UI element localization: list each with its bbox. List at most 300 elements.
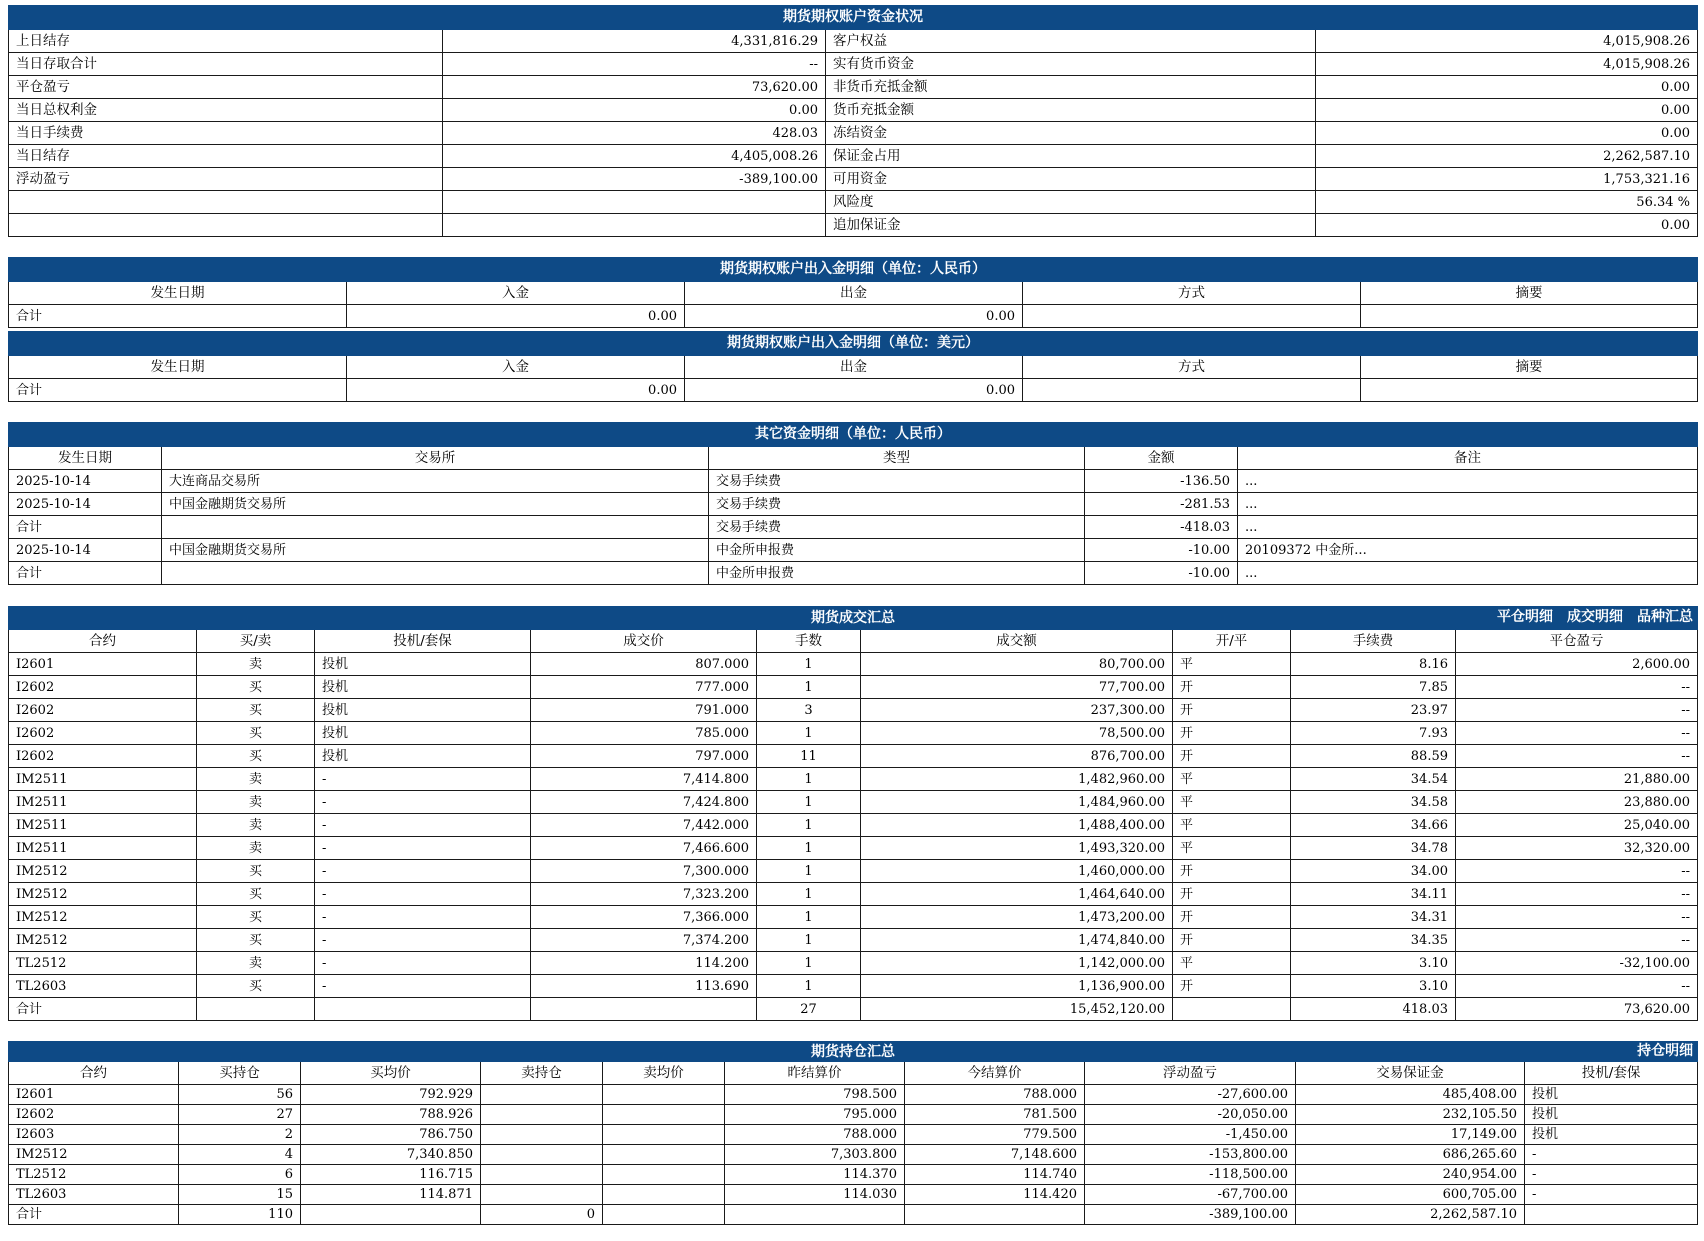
table-cell: 合计 — [9, 516, 162, 539]
account-row — [9, 145, 1698, 168]
table-cell: -- — [1456, 722, 1698, 745]
position-summary-title: 期货持仓汇总 — [811, 1043, 896, 1060]
column-header: 摘要 — [1361, 356, 1698, 379]
table-cell: 791.000 — [531, 699, 757, 722]
table-cell — [443, 191, 826, 214]
table-cell: 2,262,587.10 — [1296, 1205, 1525, 1225]
table-cell: -- — [1456, 860, 1698, 883]
table-cell: 25,040.00 — [1456, 814, 1698, 837]
table-cell: 投机 — [1525, 1085, 1698, 1105]
table-cell: -20,050.00 — [1085, 1105, 1296, 1125]
cny-flow-header-row — [9, 282, 1698, 305]
table-cell: 货币充抵金额 — [826, 99, 1316, 122]
table-cell: 7,148.600 — [905, 1145, 1085, 1165]
table-cell: IM2512 — [9, 860, 197, 883]
table-cell: 投机 — [315, 745, 531, 768]
table-cell — [603, 1125, 725, 1145]
table-cell — [1361, 305, 1698, 328]
table-cell: 3.10 — [1291, 975, 1456, 998]
table-cell: 15 — [179, 1185, 301, 1205]
table-cell — [9, 191, 443, 214]
column-header: 成交价 — [531, 630, 757, 653]
column-header: 卖均价 — [603, 1062, 725, 1085]
table-cell: 2,262,587.10 — [1316, 145, 1698, 168]
table-cell — [603, 1165, 725, 1185]
table-cell: 中金所申报费 — [709, 539, 1085, 562]
table-cell: 428.03 — [443, 122, 826, 145]
table-cell: 7,366.000 — [531, 906, 757, 929]
position-summary-section — [8, 1041, 1697, 1225]
table-cell: 交易手续费 — [709, 516, 1085, 539]
table-cell — [197, 998, 315, 1021]
table-cell: 78,500.00 — [861, 722, 1173, 745]
section-link[interactable]: 平仓明细 — [1497, 609, 1553, 625]
table-cell — [162, 562, 709, 585]
column-header: 昨结算价 — [725, 1062, 905, 1085]
table-cell: -10.00 — [1085, 539, 1238, 562]
table-cell: IM2512 — [9, 883, 197, 906]
table-cell: 大连商品交易所 — [162, 470, 709, 493]
table-cell: 1,488,400.00 — [861, 814, 1173, 837]
table-cell: I2603 — [9, 1125, 179, 1145]
table-cell: 80,700.00 — [861, 653, 1173, 676]
section-link[interactable]: 品种汇总 — [1637, 609, 1693, 625]
table-cell: 可用资金 — [826, 168, 1316, 191]
table-cell: 1,474,840.00 — [861, 929, 1173, 952]
cny-flow-title: 期货期权账户出入金明细（单位：人民币） — [9, 258, 1698, 282]
table-cell: -1,450.00 — [1085, 1125, 1296, 1145]
position-row — [9, 1125, 1698, 1145]
table-cell: 1,753,321.16 — [1316, 168, 1698, 191]
table-cell: 1,482,960.00 — [861, 768, 1173, 791]
table-cell: 当日存取合计 — [9, 53, 443, 76]
table-cell: 240,954.00 — [1296, 1165, 1525, 1185]
table-cell: 114.370 — [725, 1165, 905, 1185]
table-cell: -- — [1456, 699, 1698, 722]
table-cell: -418.03 — [1085, 516, 1238, 539]
column-header: 合约 — [9, 1062, 179, 1085]
table-cell: 27 — [179, 1105, 301, 1125]
column-header: 金额 — [1085, 447, 1238, 470]
table-cell: 237,300.00 — [861, 699, 1173, 722]
table-cell: 0.00 — [1316, 214, 1698, 237]
table-cell: I2602 — [9, 676, 197, 699]
table-cell: 114.420 — [905, 1185, 1085, 1205]
column-header: 买/卖 — [197, 630, 315, 653]
table-cell — [1023, 305, 1361, 328]
column-header: 今结算价 — [905, 1062, 1085, 1085]
section-link[interactable]: 成交明细 — [1567, 609, 1623, 625]
table-cell: ... — [1238, 516, 1698, 539]
table-cell: 34.31 — [1291, 906, 1456, 929]
column-header: 发生日期 — [9, 356, 347, 379]
table-cell: 买 — [197, 699, 315, 722]
column-header: 手续费 — [1291, 630, 1456, 653]
table-cell: - — [315, 906, 531, 929]
table-cell: 1 — [757, 676, 861, 699]
table-cell: 平 — [1173, 837, 1291, 860]
table-cell: 交易手续费 — [709, 470, 1085, 493]
table-cell: 0.00 — [1316, 99, 1698, 122]
table-cell: - — [315, 952, 531, 975]
account-row — [9, 76, 1698, 99]
table-cell: IM2511 — [9, 837, 197, 860]
table-cell: 平 — [1173, 768, 1291, 791]
table-cell: 1 — [757, 837, 861, 860]
cny-flow-table — [8, 257, 1698, 328]
table-cell: 1,136,900.00 — [861, 975, 1173, 998]
table-cell: 786.750 — [301, 1125, 481, 1145]
table-cell: 34.78 — [1291, 837, 1456, 860]
column-header: 类型 — [709, 447, 1085, 470]
table-cell: 8.16 — [1291, 653, 1456, 676]
column-header: 开/平 — [1173, 630, 1291, 653]
table-cell: 785.000 — [531, 722, 757, 745]
table-cell: 7,414.800 — [531, 768, 757, 791]
table-cell: 686,265.60 — [1296, 1145, 1525, 1165]
trade-row — [9, 814, 1698, 837]
position-row — [9, 1145, 1698, 1165]
table-cell: 合计 — [9, 562, 162, 585]
trade-row — [9, 883, 1698, 906]
table-cell: 876,700.00 — [861, 745, 1173, 768]
trade-summary-title: 期货成交汇总 — [811, 609, 895, 626]
table-cell: - — [1525, 1185, 1698, 1205]
table-cell: 0.00 — [1316, 122, 1698, 145]
table-cell: 1,464,640.00 — [861, 883, 1173, 906]
column-header: 合约 — [9, 630, 197, 653]
table-cell: 1 — [757, 814, 861, 837]
table-cell: 1,142,000.00 — [861, 952, 1173, 975]
table-cell — [725, 1205, 905, 1225]
account-summary-table — [8, 5, 1698, 237]
account-row — [9, 30, 1698, 53]
table-cell: 0.00 — [685, 379, 1023, 402]
table-cell: 投机 — [1525, 1105, 1698, 1125]
table-cell: 23,880.00 — [1456, 791, 1698, 814]
trade-row — [9, 653, 1698, 676]
table-cell: 0.00 — [443, 99, 826, 122]
table-cell: I2602 — [9, 722, 197, 745]
table-cell: 平仓盈亏 — [9, 76, 443, 99]
other-funds-title: 其它资金明细（单位：人民币） — [9, 423, 1698, 447]
table-cell: 7,340.850 — [301, 1145, 481, 1165]
table-cell: 4,015,908.26 — [1316, 30, 1698, 53]
table-cell: 平 — [1173, 814, 1291, 837]
table-cell: 客户权益 — [826, 30, 1316, 53]
table-cell: 买 — [197, 975, 315, 998]
table-cell: ... — [1238, 470, 1698, 493]
trade-row — [9, 837, 1698, 860]
table-cell: 34.58 — [1291, 791, 1456, 814]
table-cell: TL2603 — [9, 975, 197, 998]
table-cell: 7,303.800 — [725, 1145, 905, 1165]
table-cell: ... — [1238, 493, 1698, 516]
table-cell: 买 — [197, 722, 315, 745]
table-cell: 77,700.00 — [861, 676, 1173, 699]
trade-row — [9, 699, 1698, 722]
table-cell — [531, 998, 757, 1021]
table-cell: I2601 — [9, 653, 197, 676]
table-cell: 开 — [1173, 676, 1291, 699]
table-cell: 792.929 — [301, 1085, 481, 1105]
table-cell: 上日结存 — [9, 30, 443, 53]
column-header: 入金 — [347, 356, 685, 379]
table-cell: 合计 — [9, 379, 347, 402]
table-cell: 7.85 — [1291, 676, 1456, 699]
trade-row — [9, 676, 1698, 699]
other-funds-section — [8, 422, 1697, 585]
table-cell: 1 — [757, 906, 861, 929]
table-cell: 600,705.00 — [1296, 1185, 1525, 1205]
table-cell: TL2603 — [9, 1185, 179, 1205]
table-cell: 浮动盈亏 — [9, 168, 443, 191]
account-summary-title: 期货期权账户资金状况 — [9, 6, 1698, 30]
table-cell: 当日手续费 — [9, 122, 443, 145]
trade-summary-section — [8, 606, 1697, 1021]
trade-row — [9, 952, 1698, 975]
trade-row — [9, 860, 1698, 883]
other-funds-row — [9, 539, 1698, 562]
table-cell — [603, 1205, 725, 1225]
table-cell: 34.35 — [1291, 929, 1456, 952]
table-cell: 实有货币资金 — [826, 53, 1316, 76]
table-cell: 114.200 — [531, 952, 757, 975]
table-cell: 114.740 — [905, 1165, 1085, 1185]
table-cell: I2602 — [9, 745, 197, 768]
table-cell: 20109372 中金所... — [1238, 539, 1698, 562]
table-cell: 781.500 — [905, 1105, 1085, 1125]
table-cell: 7,300.000 — [531, 860, 757, 883]
table-cell: 投机 — [315, 653, 531, 676]
table-cell: 15,452,120.00 — [861, 998, 1173, 1021]
table-cell: 中国金融期货交易所 — [162, 539, 709, 562]
table-cell: -- — [443, 53, 826, 76]
table-cell: - — [315, 837, 531, 860]
table-cell: 开 — [1173, 929, 1291, 952]
other-funds-row — [9, 516, 1698, 539]
table-cell: 1 — [757, 883, 861, 906]
table-cell: 1 — [757, 722, 861, 745]
column-header: 投机/套保 — [1525, 1062, 1698, 1085]
table-cell — [603, 1185, 725, 1205]
table-cell: 卖 — [197, 653, 315, 676]
trade-summary-title-bar — [9, 607, 1698, 630]
table-cell: 807.000 — [531, 653, 757, 676]
position-summary-title-bar — [9, 1042, 1698, 1062]
table-cell — [905, 1205, 1085, 1225]
table-cell: 0 — [481, 1205, 603, 1225]
table-cell: 1 — [757, 791, 861, 814]
table-cell: 110 — [179, 1205, 301, 1225]
table-cell: 合计 — [9, 998, 197, 1021]
table-cell: 买 — [197, 883, 315, 906]
table-cell: 2,600.00 — [1456, 653, 1698, 676]
usd-flow-table — [8, 331, 1698, 402]
table-cell: 买 — [197, 906, 315, 929]
table-cell — [481, 1105, 603, 1125]
table-cell — [603, 1145, 725, 1165]
table-cell: 1,493,320.00 — [861, 837, 1173, 860]
table-cell: 中金所申报费 — [709, 562, 1085, 585]
table-cell: I2602 — [9, 699, 197, 722]
column-header: 备注 — [1238, 447, 1698, 470]
account-row — [9, 53, 1698, 76]
table-cell — [481, 1185, 603, 1205]
table-cell — [1023, 379, 1361, 402]
account-row — [9, 122, 1698, 145]
table-cell: 56.34 % — [1316, 191, 1698, 214]
table-cell: 485,408.00 — [1296, 1085, 1525, 1105]
column-header: 交易所 — [162, 447, 709, 470]
account-row — [9, 168, 1698, 191]
table-cell: -67,700.00 — [1085, 1185, 1296, 1205]
table-cell: -- — [1456, 906, 1698, 929]
table-cell: 779.500 — [905, 1125, 1085, 1145]
table-cell: 平 — [1173, 952, 1291, 975]
table-cell: 买 — [197, 745, 315, 768]
table-cell: 中国金融期货交易所 — [162, 493, 709, 516]
table-cell: 7.93 — [1291, 722, 1456, 745]
table-cell — [1173, 998, 1291, 1021]
trade-row — [9, 906, 1698, 929]
position-total-row — [9, 1205, 1698, 1225]
table-cell: 交易手续费 — [709, 493, 1085, 516]
table-cell: 34.00 — [1291, 860, 1456, 883]
table-cell: 795.000 — [725, 1105, 905, 1125]
table-cell: 6 — [179, 1165, 301, 1185]
table-cell: 418.03 — [1291, 998, 1456, 1021]
column-header: 方式 — [1023, 356, 1361, 379]
table-cell: -389,100.00 — [443, 168, 826, 191]
table-cell: 开 — [1173, 722, 1291, 745]
other-funds-table — [8, 422, 1698, 585]
trade-summary-table — [8, 606, 1698, 1021]
trade-links — [1483, 607, 1693, 628]
table-cell: 114.871 — [301, 1185, 481, 1205]
table-cell — [481, 1145, 603, 1165]
table-cell: 4,015,908.26 — [1316, 53, 1698, 76]
table-cell: 7,442.000 — [531, 814, 757, 837]
table-cell: 投机 — [315, 699, 531, 722]
table-cell: IM2511 — [9, 814, 197, 837]
table-cell: 开 — [1173, 906, 1291, 929]
account-row — [9, 214, 1698, 237]
table-cell: - — [1525, 1165, 1698, 1185]
usd-flow-header-row — [9, 356, 1698, 379]
table-cell: 卖 — [197, 837, 315, 860]
column-header: 出金 — [685, 282, 1023, 305]
table-cell: 7,323.200 — [531, 883, 757, 906]
position-row — [9, 1165, 1698, 1185]
column-header: 方式 — [1023, 282, 1361, 305]
table-cell — [443, 214, 826, 237]
trade-row — [9, 745, 1698, 768]
table-cell: 非货币充抵金额 — [826, 76, 1316, 99]
table-cell — [1361, 379, 1698, 402]
column-header: 买持仓 — [179, 1062, 301, 1085]
table-cell — [162, 516, 709, 539]
table-cell: 797.000 — [531, 745, 757, 768]
table-cell: 开 — [1173, 745, 1291, 768]
table-cell: 保证金占用 — [826, 145, 1316, 168]
other-funds-row — [9, 493, 1698, 516]
table-cell: 0.00 — [685, 305, 1023, 328]
trade-row — [9, 929, 1698, 952]
table-cell: 冻结资金 — [826, 122, 1316, 145]
table-cell: 17,149.00 — [1296, 1125, 1525, 1145]
table-cell: 合计 — [9, 305, 347, 328]
table-cell: 32,320.00 — [1456, 837, 1698, 860]
table-cell: 当日结存 — [9, 145, 443, 168]
table-cell — [603, 1085, 725, 1105]
table-cell: -- — [1456, 975, 1698, 998]
column-header: 平仓盈亏 — [1456, 630, 1698, 653]
table-cell: 11 — [757, 745, 861, 768]
table-cell: 卖 — [197, 768, 315, 791]
table-cell — [603, 1105, 725, 1125]
column-header: 成交额 — [861, 630, 1173, 653]
table-cell: -389,100.00 — [1085, 1205, 1296, 1225]
table-cell: -153,800.00 — [1085, 1145, 1296, 1165]
table-cell: 1 — [757, 929, 861, 952]
table-cell: - — [1525, 1145, 1698, 1165]
table-cell — [315, 998, 531, 1021]
table-cell: 风险度 — [826, 191, 1316, 214]
table-cell: - — [315, 883, 531, 906]
table-cell: 1 — [757, 952, 861, 975]
table-cell: 1 — [757, 860, 861, 883]
position-row — [9, 1185, 1698, 1205]
table-cell: 7,374.200 — [531, 929, 757, 952]
table-cell: 2025-10-14 — [9, 470, 162, 493]
table-cell: TL2512 — [9, 1165, 179, 1185]
table-cell: 4,331,816.29 — [443, 30, 826, 53]
table-cell: 88.59 — [1291, 745, 1456, 768]
table-cell: 投机 — [315, 676, 531, 699]
account-row — [9, 191, 1698, 214]
table-cell: -281.53 — [1085, 493, 1238, 516]
section-link[interactable]: 持仓明细 — [1637, 1043, 1694, 1059]
table-cell — [481, 1165, 603, 1185]
table-cell: 当日总权利金 — [9, 99, 443, 122]
table-cell: 113.690 — [531, 975, 757, 998]
table-cell — [1525, 1205, 1698, 1225]
table-cell: -32,100.00 — [1456, 952, 1698, 975]
table-cell: 1,460,000.00 — [861, 860, 1173, 883]
column-header: 摘要 — [1361, 282, 1698, 305]
table-cell: ... — [1238, 562, 1698, 585]
column-header: 买均价 — [301, 1062, 481, 1085]
table-cell: 平 — [1173, 653, 1291, 676]
table-cell: 0.00 — [347, 305, 685, 328]
table-cell: - — [315, 768, 531, 791]
table-cell: 27 — [757, 998, 861, 1021]
table-cell: 788.000 — [905, 1085, 1085, 1105]
table-cell: 34.11 — [1291, 883, 1456, 906]
table-cell: 1 — [757, 768, 861, 791]
table-cell: 开 — [1173, 883, 1291, 906]
table-cell: - — [315, 814, 531, 837]
table-cell: - — [315, 975, 531, 998]
table-cell: - — [315, 860, 531, 883]
table-cell: 73,620.00 — [443, 76, 826, 99]
table-cell: 1 — [757, 653, 861, 676]
table-cell: 投机 — [315, 722, 531, 745]
account-summary-section — [8, 5, 1697, 237]
trade-row — [9, 722, 1698, 745]
table-cell: 1,473,200.00 — [861, 906, 1173, 929]
